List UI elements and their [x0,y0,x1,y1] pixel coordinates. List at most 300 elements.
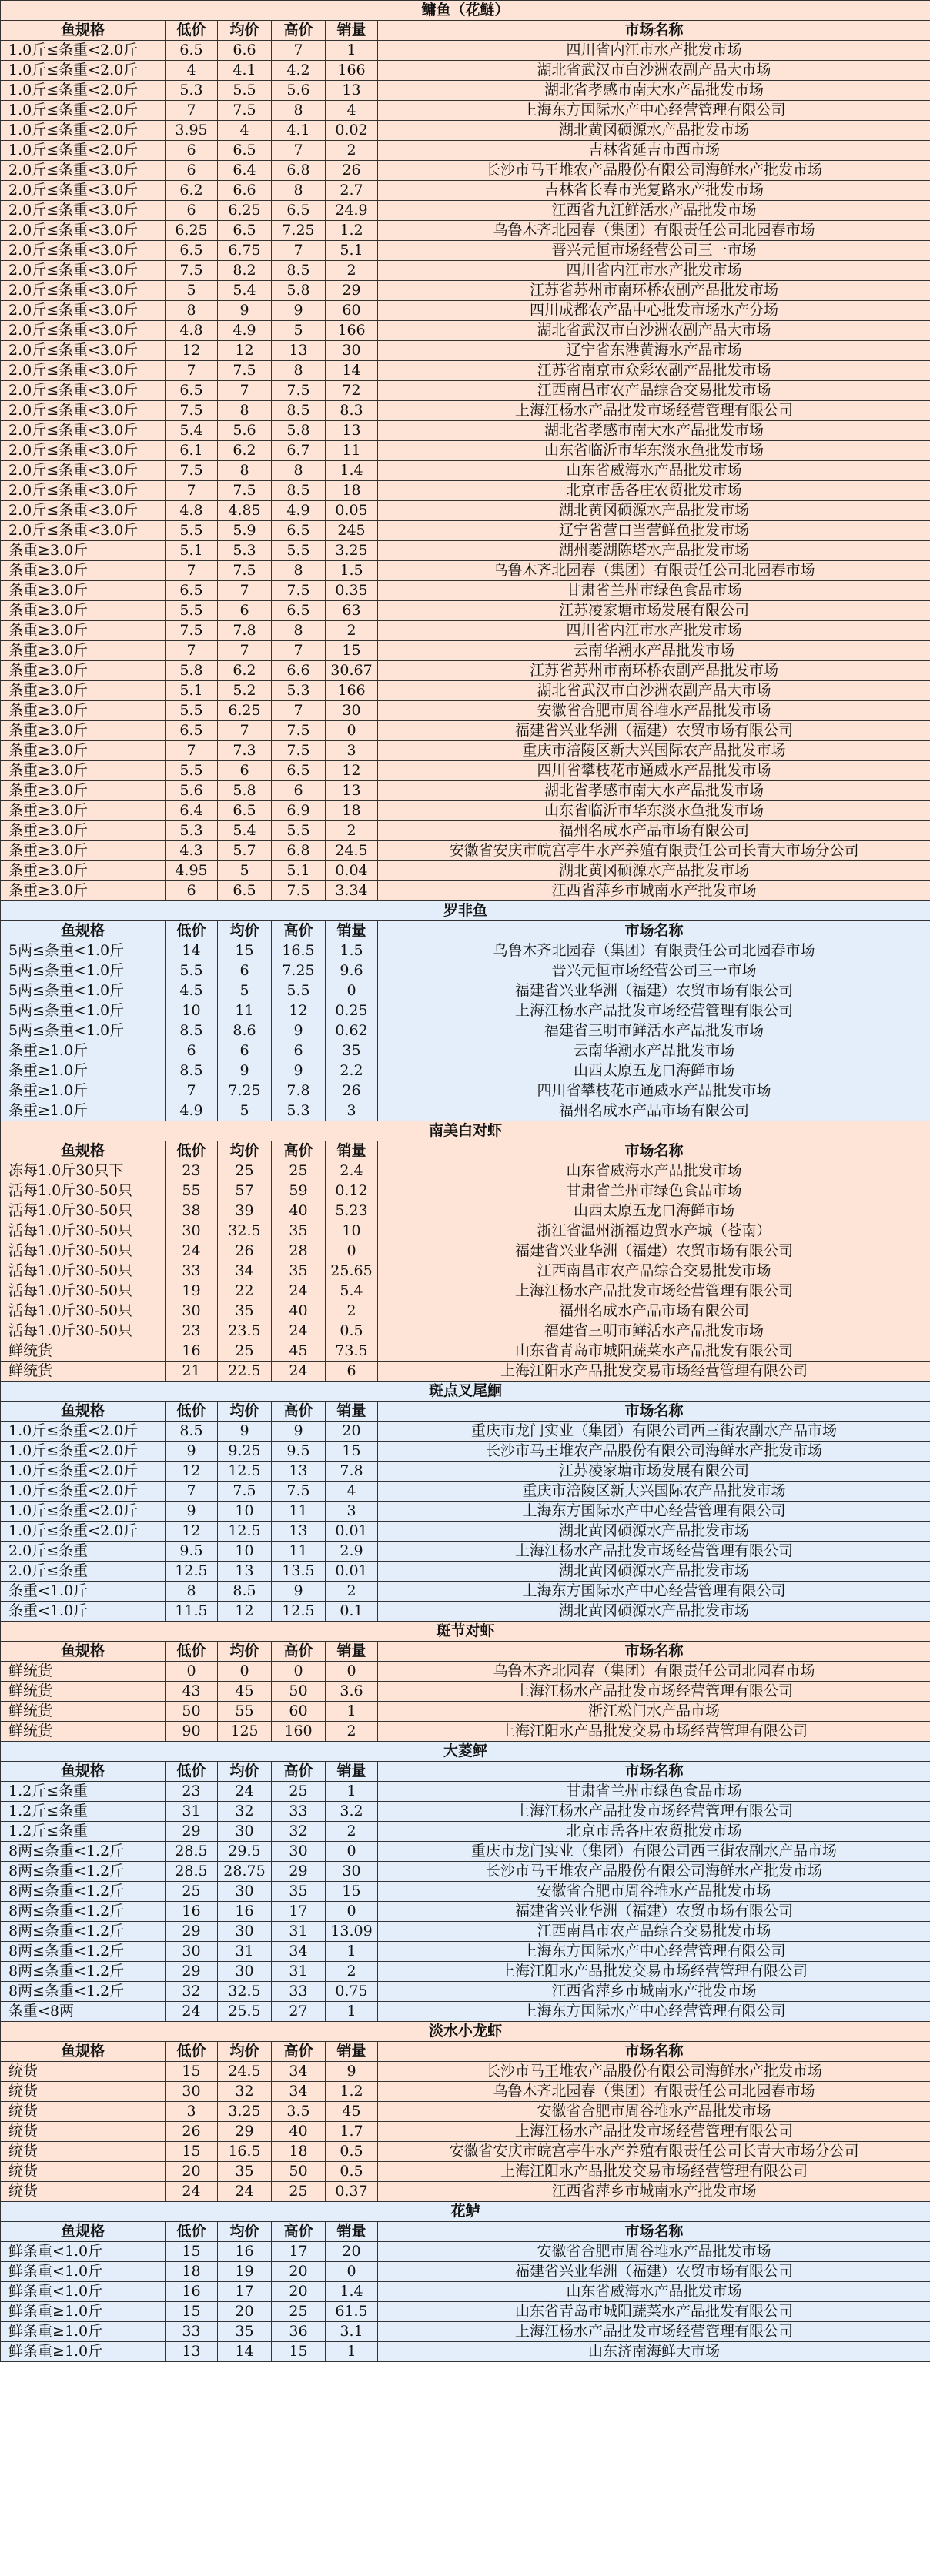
cell-spec: 2.0斤≤条重<3.0斤 [1,261,166,281]
cell-spec: 统货 [1,2062,166,2082]
cell-spec: 5两≤条重<1.0斤 [1,1001,166,1021]
cell-low-price: 14 [166,941,218,961]
cell-volume: 2 [326,1822,378,1842]
cell-volume: 45 [326,2102,378,2122]
cell-low-price: 5.8 [166,661,218,681]
cell-low-price: 33 [166,2322,218,2342]
cell-spec: 1.0斤≤条重<2.0斤 [1,1522,166,1542]
cell-low-price: 29 [166,1962,218,1982]
cell-volume: 1 [326,1702,378,1722]
cell-high-price: 3.5 [272,2102,326,2122]
cell-market-name: 吉林省长春市光复路水产批发市场 [378,181,930,201]
cell-market-name: 安徽省合肥市周谷堆水产品批发市场 [378,1882,930,1902]
cell-low-price: 29 [166,1922,218,1942]
cell-avg-price: 5.8 [218,781,272,801]
cell-avg-price: 5.6 [218,421,272,441]
cell-volume: 3 [326,1101,378,1121]
cell-volume: 2.7 [326,181,378,201]
column-header-avg-price: 均价 [218,1642,272,1662]
cell-market-name: 湖北黄冈硕源水产品批发市场 [378,501,930,521]
cell-high-price: 59 [272,1181,326,1201]
cell-market-name: 山东省青岛市城阳蔬菜水产品批发有限公司 [378,1341,930,1362]
cell-spec: 条重≥1.0斤 [1,1061,166,1081]
cell-market-name: 云南华潮水产品批发市场 [378,641,930,661]
cell-volume: 0 [326,721,378,741]
cell-market-name: 上海江杨水产品批发市场经营管理有限公司 [378,1682,930,1702]
table-row [1,1021,930,1041]
cell-low-price: 4.9 [166,1101,218,1121]
cell-volume: 2 [326,1582,378,1602]
column-header-spec: 鱼规格 [1,2222,166,2242]
cell-avg-price: 24 [218,2182,272,2202]
cell-market-name: 乌鲁木齐北园春（集团）有限责任公司北园春市场 [378,941,930,961]
cell-spec: 8两≤条重<1.2斤 [1,1962,166,1982]
cell-high-price: 7 [272,641,326,661]
cell-avg-price: 17 [218,2282,272,2302]
cell-high-price: 13 [272,1522,326,1542]
cell-volume: 2.2 [326,1061,378,1081]
cell-volume: 3.1 [326,2322,378,2342]
column-header-market-name: 市场名称 [378,2042,930,2062]
cell-volume: 0 [326,2262,378,2282]
cell-low-price: 23 [166,1321,218,1341]
cell-avg-price: 32.5 [218,1221,272,1241]
cell-market-name: 上海江阳水产品批发交易市场经营管理有限公司 [378,1362,930,1382]
cell-avg-price: 30 [218,1882,272,1902]
section-title-row [1,901,930,921]
cell-low-price: 20 [166,2162,218,2182]
cell-market-name: 江西南昌市农产品综合交易批发市场 [378,1261,930,1281]
cell-avg-price: 45 [218,1682,272,1702]
cell-market-name: 湖北省武汉市白沙洲农副产品大市场 [378,61,930,81]
section-title-row [1,2022,930,2042]
table-row [1,1902,930,1922]
cell-market-name: 上海江杨水产品批发市场经营管理有限公司 [378,1802,930,1822]
cell-avg-price: 6.5 [218,141,272,161]
cell-market-name: 江苏省苏州市南环桥农副产品批发市场 [378,281,930,301]
table-row [1,1822,930,1842]
column-header-spec: 鱼规格 [1,21,166,41]
column-header-row [1,2222,930,2242]
cell-high-price: 36 [272,2322,326,2342]
table-row [1,1221,930,1241]
cell-market-name: 湖北省孝感市南大水产品批发市场 [378,421,930,441]
cell-market-name: 湖北省孝感市南大水产品批发市场 [378,81,930,101]
cell-high-price: 24 [272,1281,326,1301]
table-row [1,1682,930,1702]
cell-volume: 0.04 [326,861,378,881]
table-row [1,1702,930,1722]
cell-spec: 鲜统货 [1,1362,166,1382]
cell-volume: 2 [326,1722,378,1742]
cell-spec: 条重≥3.0斤 [1,781,166,801]
table-row [1,1842,930,1862]
cell-avg-price: 16 [218,2242,272,2262]
cell-low-price: 43 [166,1682,218,1702]
cell-market-name: 福建省三明市鲜活水产品批发市场 [378,1321,930,1341]
cell-market-name: 上海东方国际水产中心经营管理有限公司 [378,101,930,121]
cell-avg-price: 3.25 [218,2102,272,2122]
cell-low-price: 21 [166,1362,218,1382]
column-header-high-price: 高价 [272,2222,326,2242]
cell-market-name: 安徽省安庆市皖宫亭牛水产养殖有限责任公司长青大市场分公司 [378,2142,930,2162]
cell-volume: 3 [326,741,378,761]
cell-avg-price: 6.5 [218,221,272,241]
cell-market-name: 湖北省孝感市南大水产品批发市场 [378,781,930,801]
cell-avg-price: 6 [218,601,272,621]
column-header-row [1,1402,930,1422]
table-row [1,1582,930,1602]
cell-volume: 1 [326,41,378,61]
cell-avg-price: 8 [218,461,272,481]
cell-low-price: 19 [166,1281,218,1301]
cell-avg-price: 7.5 [218,561,272,581]
cell-high-price: 6.5 [272,521,326,541]
cell-high-price: 34 [272,2062,326,2082]
cell-volume: 14 [326,361,378,381]
cell-avg-price: 9 [218,301,272,321]
cell-spec: 条重<1.0斤 [1,1582,166,1602]
cell-high-price: 24 [272,1362,326,1382]
cell-volume: 7.8 [326,1462,378,1482]
cell-high-price: 25 [272,2302,326,2322]
table-row [1,381,930,401]
cell-high-price: 6.6 [272,661,326,681]
table-row [1,1241,930,1261]
cell-volume: 0.01 [326,1562,378,1582]
cell-low-price: 4 [166,61,218,81]
cell-avg-price: 35 [218,2162,272,2182]
table-row [1,161,930,181]
cell-low-price: 24 [166,2002,218,2022]
section-title: 斑节对虾 [1,1622,930,1642]
cell-volume: 0.5 [326,1321,378,1341]
cell-high-price: 5.5 [272,981,326,1001]
cell-spec: 条重≥3.0斤 [1,801,166,821]
cell-avg-price: 7.25 [218,1081,272,1101]
cell-market-name: 吉林省延吉市西市场 [378,141,930,161]
cell-market-name: 江西省萍乡市城南水产批发市场 [378,881,930,901]
cell-avg-price: 8 [218,401,272,421]
cell-spec: 1.0斤≤条重<2.0斤 [1,41,166,61]
cell-volume: 0.02 [326,121,378,141]
cell-avg-price: 35 [218,1301,272,1321]
column-header-market-name: 市场名称 [378,21,930,41]
table-row [1,1602,930,1622]
cell-volume: 0.37 [326,2182,378,2202]
cell-market-name: 上海东方国际水产中心经营管理有限公司 [378,1942,930,1962]
table-row [1,241,930,261]
cell-high-price: 7.25 [272,221,326,241]
cell-volume: 0 [326,1902,378,1922]
cell-volume: 1 [326,1942,378,1962]
cell-volume: 0.01 [326,1522,378,1542]
cell-market-name: 浙江省温州浙福边贸水产城（苍南） [378,1221,930,1241]
cell-avg-price: 30 [218,1962,272,1982]
cell-spec: 活每1.0斤30-50只 [1,1321,166,1341]
cell-high-price: 6.5 [272,761,326,781]
cell-high-price: 50 [272,1682,326,1702]
cell-low-price: 30 [166,1942,218,1962]
table-row [1,1982,930,2002]
cell-market-name: 山东省临沂市华东淡水鱼批发市场 [378,801,930,821]
cell-avg-price: 5 [218,1101,272,1121]
cell-avg-price: 57 [218,1181,272,1201]
cell-volume: 5.4 [326,1281,378,1301]
table-row [1,1341,930,1362]
cell-low-price: 6 [166,1041,218,1061]
cell-spec: 鲜条重≥1.0斤 [1,2322,166,2342]
cell-low-price: 5.5 [166,961,218,981]
cell-avg-price: 6.6 [218,181,272,201]
table-row [1,841,930,861]
cell-high-price: 17 [272,1902,326,1922]
cell-low-price: 5.4 [166,421,218,441]
cell-high-price: 24 [272,1321,326,1341]
cell-high-price: 5.8 [272,281,326,301]
cell-high-price: 7.5 [272,721,326,741]
cell-volume: 30 [326,341,378,361]
section-title-row [1,1622,930,1642]
cell-spec: 8两≤条重<1.2斤 [1,1862,166,1882]
cell-market-name: 甘肃省兰州市绿色食品市场 [378,1181,930,1201]
column-header-market-name: 市场名称 [378,1402,930,1422]
cell-low-price: 15 [166,2062,218,2082]
table-row [1,2242,930,2262]
table-row [1,1922,930,1942]
table-row [1,1101,930,1121]
cell-low-price: 18 [166,2262,218,2282]
cell-high-price: 31 [272,1922,326,1942]
cell-spec: 2.0斤≤条重<3.0斤 [1,461,166,481]
cell-low-price: 12 [166,1462,218,1482]
cell-spec: 活每1.0斤30-50只 [1,1301,166,1321]
cell-spec: 8两≤条重<1.2斤 [1,1942,166,1962]
table-row [1,301,930,321]
cell-spec: 5两≤条重<1.0斤 [1,941,166,961]
cell-low-price: 33 [166,1261,218,1281]
section-title-row [1,1382,930,1402]
cell-market-name: 长沙市马王堆农产品股份有限公司海鲜水产批发市场 [378,2062,930,2082]
cell-low-price: 24 [166,1241,218,1261]
column-header-market-name: 市场名称 [378,1141,930,1161]
section-title-row [1,1,930,21]
cell-volume: 24.9 [326,201,378,221]
cell-market-name: 湖北黄冈硕源水产品批发市场 [378,1562,930,1582]
cell-avg-price: 32.5 [218,1982,272,2002]
cell-low-price: 12 [166,341,218,361]
cell-low-price: 5.3 [166,821,218,841]
cell-high-price: 7.5 [272,741,326,761]
cell-high-price: 8 [272,361,326,381]
table-row [1,581,930,601]
cell-high-price: 35 [272,1221,326,1241]
section-title: 罗非鱼 [1,901,930,921]
cell-volume: 1 [326,2342,378,2362]
column-header-high-price: 高价 [272,21,326,41]
table-row [1,1962,930,1982]
column-header-avg-price: 均价 [218,2222,272,2242]
cell-spec: 条重≥3.0斤 [1,761,166,781]
column-header-low-price: 低价 [166,1642,218,1662]
table-row [1,2122,930,2142]
cell-volume: 15 [326,1442,378,1462]
cell-avg-price: 9.25 [218,1442,272,1462]
cell-low-price: 7.5 [166,621,218,641]
column-header-spec: 鱼规格 [1,1402,166,1422]
cell-high-price: 8.5 [272,401,326,421]
cell-low-price: 4.8 [166,321,218,341]
cell-market-name: 乌鲁木齐北园春（集团）有限责任公司北园春市场 [378,1662,930,1682]
cell-market-name: 长沙市马王堆农产品股份有限公司海鲜水产批发市场 [378,161,930,181]
cell-volume: 0 [326,981,378,1001]
column-header-spec: 鱼规格 [1,1141,166,1161]
cell-avg-price: 9 [218,1061,272,1081]
cell-spec: 活每1.0斤30-50只 [1,1241,166,1261]
cell-market-name: 山东济南海鲜大市场 [378,2342,930,2362]
cell-high-price: 6.7 [272,441,326,461]
cell-high-price: 9 [272,1021,326,1041]
table-row [1,1181,930,1201]
column-header-avg-price: 均价 [218,921,272,941]
cell-low-price: 5 [166,281,218,301]
cell-spec: 2.0斤≤条重<3.0斤 [1,401,166,421]
column-header-row [1,2042,930,2062]
cell-volume: 0.75 [326,1982,378,2002]
table-row [1,481,930,501]
table-row [1,2342,930,2362]
cell-avg-price: 29.5 [218,1842,272,1862]
table-row [1,1422,930,1442]
cell-high-price: 34 [272,1942,326,1962]
cell-avg-price: 6 [218,961,272,981]
cell-volume: 1 [326,1782,378,1802]
table-row [1,1802,930,1822]
cell-high-price: 33 [272,1802,326,1822]
cell-spec: 2.0斤≤条重<3.0斤 [1,361,166,381]
table-row [1,521,930,541]
cell-avg-price: 5.7 [218,841,272,861]
cell-high-price: 16.5 [272,941,326,961]
cell-market-name: 江西省九江鲜活水产品批发市场 [378,201,930,221]
table-row [1,1301,930,1321]
cell-low-price: 8.5 [166,1021,218,1041]
cell-market-name: 甘肃省兰州市绿色食品市场 [378,581,930,601]
cell-low-price: 7.5 [166,261,218,281]
cell-high-price: 25 [272,1782,326,1802]
cell-low-price: 15 [166,2302,218,2322]
cell-low-price: 26 [166,2122,218,2142]
table-row [1,1081,930,1101]
cell-spec: 活每1.0斤30-50只 [1,1181,166,1201]
cell-spec: 2.0斤≤条重<3.0斤 [1,381,166,401]
cell-market-name: 山西太原五龙口海鲜市场 [378,1061,930,1081]
cell-high-price: 7.5 [272,881,326,901]
cell-market-name: 福州名成水产品市场有限公司 [378,821,930,841]
cell-volume: 24.5 [326,841,378,861]
cell-low-price: 5.5 [166,701,218,721]
cell-volume: 9.6 [326,961,378,981]
cell-high-price: 0 [272,1662,326,1682]
table-row [1,861,930,881]
cell-market-name: 乌鲁木齐北园春（集团）有限责任公司北园春市场 [378,561,930,581]
cell-avg-price: 5 [218,861,272,881]
cell-low-price: 31 [166,1802,218,1822]
table-row [1,1001,930,1021]
cell-volume: 2 [326,621,378,641]
cell-volume: 3.2 [326,1802,378,1822]
cell-volume: 1.2 [326,2082,378,2102]
cell-spec: 活每1.0斤30-50只 [1,1221,166,1241]
cell-high-price: 8 [272,101,326,121]
column-header-volume: 销量 [326,921,378,941]
cell-low-price: 8 [166,301,218,321]
table-row [1,801,930,821]
cell-avg-price: 14 [218,2342,272,2362]
cell-market-name: 江苏凌家塘市场发展有限公司 [378,601,930,621]
cell-spec: 鲜条重≥1.0斤 [1,2342,166,2362]
column-header-row [1,1642,930,1662]
cell-spec: 条重<1.0斤 [1,1602,166,1622]
cell-market-name: 上海江杨水产品批发市场经营管理有限公司 [378,2322,930,2342]
cell-avg-price: 5 [218,981,272,1001]
cell-avg-price: 4 [218,121,272,141]
cell-high-price: 11 [272,1542,326,1562]
cell-volume: 166 [326,681,378,701]
column-header-high-price: 高价 [272,921,326,941]
cell-high-price: 7 [272,41,326,61]
table-row [1,1662,930,1682]
cell-volume: 13 [326,81,378,101]
cell-high-price: 6 [272,1041,326,1061]
cell-spec: 条重<8两 [1,2002,166,2022]
column-header-low-price: 低价 [166,2222,218,2242]
cell-volume: 63 [326,601,378,621]
column-header-row [1,1762,930,1782]
column-header-low-price: 低价 [166,2042,218,2062]
cell-market-name: 上海东方国际水产中心经营管理有限公司 [378,1502,930,1522]
table-row [1,441,930,461]
cell-low-price: 11.5 [166,1602,218,1622]
column-header-volume: 销量 [326,2222,378,2242]
cell-volume: 1.4 [326,461,378,481]
cell-market-name: 山东省青岛市城阳蔬菜水产品批发有限公司 [378,2302,930,2322]
table-row [1,761,930,781]
cell-market-name: 四川省内江市水产批发市场 [378,261,930,281]
cell-volume: 0.5 [326,2162,378,2182]
column-header-spec: 鱼规格 [1,921,166,941]
cell-market-name: 晋兴元恒市场经营公司三一市场 [378,241,930,261]
cell-avg-price: 4.1 [218,61,272,81]
cell-volume: 3 [326,1502,378,1522]
cell-market-name: 北京市岳各庄农贸批发市场 [378,1822,930,1842]
table-row [1,621,930,641]
cell-low-price: 16 [166,2282,218,2302]
table-row [1,321,930,341]
section-title-row [1,1742,930,1762]
cell-market-name: 湖北黄冈硕源水产品批发市场 [378,1522,930,1542]
cell-high-price: 50 [272,2162,326,2182]
cell-low-price: 7.5 [166,401,218,421]
cell-high-price: 5.8 [272,421,326,441]
cell-avg-price: 7.5 [218,361,272,381]
column-header-low-price: 低价 [166,21,218,41]
cell-avg-price: 11 [218,1001,272,1021]
cell-low-price: 9.5 [166,1542,218,1562]
cell-low-price: 25 [166,1882,218,1902]
cell-high-price: 27 [272,2002,326,2022]
cell-volume: 0.35 [326,581,378,601]
